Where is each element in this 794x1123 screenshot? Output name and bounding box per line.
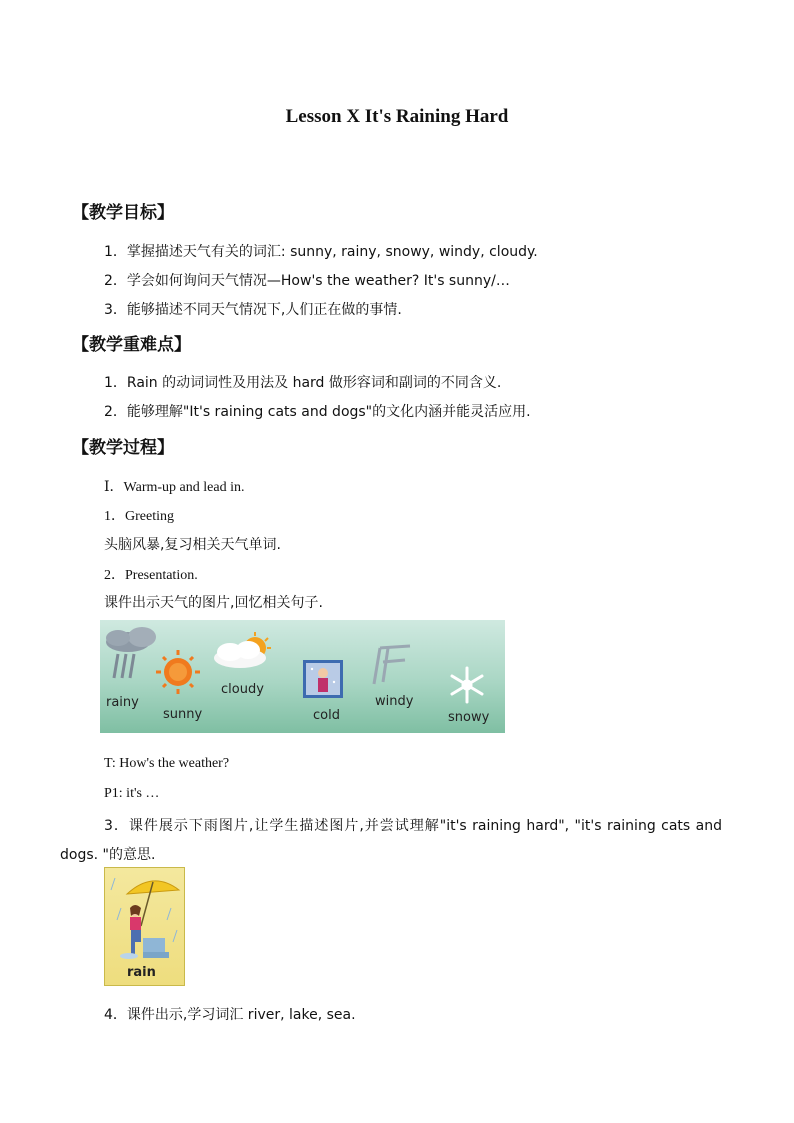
page-title: Lesson X It's Raining Hard bbox=[285, 106, 509, 127]
rain-image bbox=[104, 867, 185, 986]
objective-item: 1．掌握描述天气有关的词汇: sunny, rainy, snowy, windy, cloudy. bbox=[104, 244, 538, 260]
dialog-line: T: How's the weather? bbox=[104, 756, 230, 771]
weather-label-sunny: sunny bbox=[163, 707, 203, 722]
process-step: 头脑风暴,复习相关天气单词. bbox=[104, 537, 281, 553]
section-heading-objectives: 【教学目标】 bbox=[72, 203, 174, 223]
objective-item: 2．学会如何询问天气情况—How's the weather? It's sunny/… bbox=[104, 273, 510, 289]
weather-label-windy: windy bbox=[375, 694, 414, 709]
cold-person-icon bbox=[303, 660, 343, 698]
weather-label-rainy: rainy bbox=[106, 695, 139, 710]
process-step: 2．Presentation. bbox=[104, 568, 198, 583]
process-step: 1．Greeting bbox=[104, 509, 174, 524]
weather-icons bbox=[100, 620, 505, 733]
key-point-item: 2．能够理解"It's raining cats and dogs"的文化内涵并能灵活应用. bbox=[104, 404, 531, 420]
wind-icon bbox=[374, 646, 410, 684]
weather-image bbox=[100, 620, 505, 733]
process-step-4: 4．课件出示,学习词汇 river, lake, sea. bbox=[104, 1007, 356, 1023]
weather-label-cold: cold bbox=[313, 708, 340, 723]
key-point-item: 1．Rain 的动词词性及用法及 hard 做形容词和副词的不同含义. bbox=[104, 375, 502, 391]
section-heading-key-points: 【教学重难点】 bbox=[72, 335, 191, 355]
snowflake-icon bbox=[452, 668, 482, 702]
objective-item: 3．能够描述不同天气情况下,人们正在做的事情. bbox=[104, 302, 402, 318]
rain-label: rain bbox=[127, 965, 156, 980]
sun-icon bbox=[156, 650, 200, 694]
dialog-line: P1: it's … bbox=[104, 786, 160, 801]
cloudy-icon bbox=[214, 632, 271, 668]
process-step-3: 3．课件展示下雨图片,让学生描述图片,并尝试理解"it's raining hard", "it's raining cats and dogs. "的意思. bbox=[60, 818, 722, 863]
section-heading-process: 【教学过程】 bbox=[72, 438, 174, 458]
process-step: 课件出示天气的图片,回忆相关句子. bbox=[104, 595, 323, 611]
rain-cloud-icon bbox=[106, 627, 156, 678]
weather-label-cloudy: cloudy bbox=[221, 682, 264, 697]
process-step: Ⅰ．Warm-up and lead in. bbox=[104, 480, 245, 495]
weather-label-snowy: snowy bbox=[448, 710, 490, 725]
